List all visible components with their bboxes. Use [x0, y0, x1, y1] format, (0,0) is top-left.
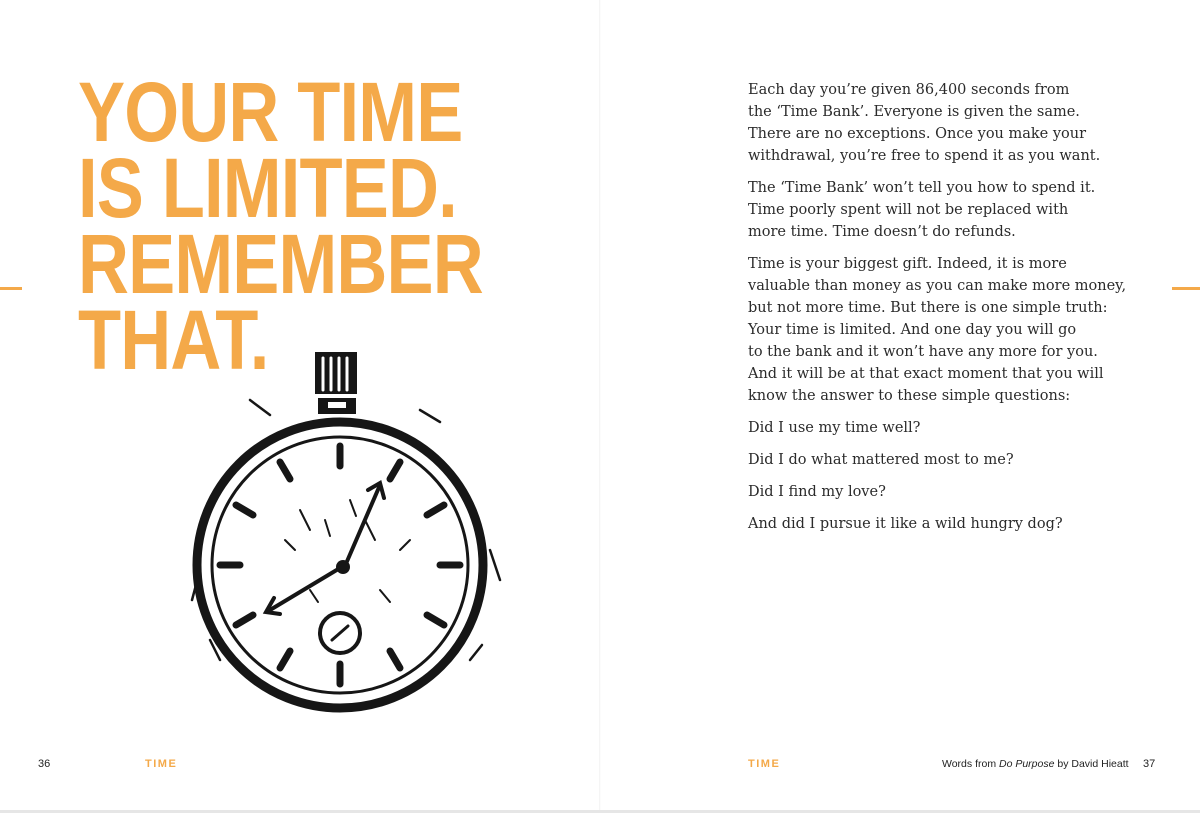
- text-line: the ‘Time Bank’. Everyone is given the same.: [748, 104, 1080, 120]
- left-page-number: 36: [38, 758, 51, 770]
- text-line: And did I pursue it like a wild hungry dog?: [748, 516, 1063, 532]
- text-line: Each day you’re given 86,400 seconds from: [748, 82, 1070, 98]
- headline-line-3: REMEMBER: [78, 217, 483, 311]
- text-line: Did I use my time well?: [748, 420, 921, 436]
- paragraph-3: [748, 253, 1148, 407]
- headline-line-1: YOUR TIME: [78, 65, 463, 159]
- right-page-number: 37: [1143, 758, 1156, 770]
- right-margin-tick: [1172, 287, 1200, 290]
- text-line: valuable than money as you can make more money,: [748, 278, 1127, 294]
- text-line: know the answer to these simple questions:: [748, 388, 1071, 404]
- headline-line-4: THAT.: [78, 293, 269, 387]
- text-line: withdrawal, you’re free to spend it as you want.: [748, 148, 1101, 164]
- paragraph-1: [748, 79, 1148, 167]
- stopwatch-icon: [190, 340, 520, 740]
- text-line: There are no exceptions. Once you make your: [748, 126, 1087, 142]
- text-line: Time is your biggest gift. Indeed, it is more: [748, 256, 1067, 272]
- question-2: [748, 449, 1148, 471]
- credit-prefix: Words from: [942, 758, 999, 770]
- question-4: [748, 513, 1148, 535]
- text-line: but not more time. But there is one simple truth:: [748, 300, 1108, 316]
- credit-suffix: by David Hieatt: [1054, 758, 1129, 770]
- gutter: [599, 0, 601, 813]
- text-line: to the bank and it won’t have any more for you.: [748, 344, 1098, 360]
- text-line: Did I find my love?: [748, 484, 886, 500]
- question-1: [748, 417, 1148, 439]
- text-line: Did I do what mattered most to me?: [748, 452, 1014, 468]
- credit-title: Do Purpose: [998, 758, 1055, 770]
- text-line: And it will be at that exact moment that you will: [748, 366, 1104, 382]
- headline: [78, 65, 483, 387]
- text-line: The ‘Time Bank’ won’t tell you how to spend it.: [748, 180, 1096, 196]
- left-section-label: TIME: [145, 758, 178, 770]
- text-line: Your time is limited. And one day you will go: [748, 322, 1077, 338]
- right-section-label: TIME: [748, 758, 781, 770]
- text-line: more time. Time doesn’t do refunds.: [748, 224, 1016, 240]
- body-text: [748, 79, 1148, 545]
- paragraph-2: [748, 177, 1148, 243]
- book-credit: [942, 758, 1129, 770]
- headline-line-2: IS LIMITED.: [78, 141, 457, 235]
- left-margin-tick: [0, 287, 22, 290]
- text-line: Time poorly spent will not be replaced with: [748, 202, 1069, 218]
- question-3: [748, 481, 1148, 503]
